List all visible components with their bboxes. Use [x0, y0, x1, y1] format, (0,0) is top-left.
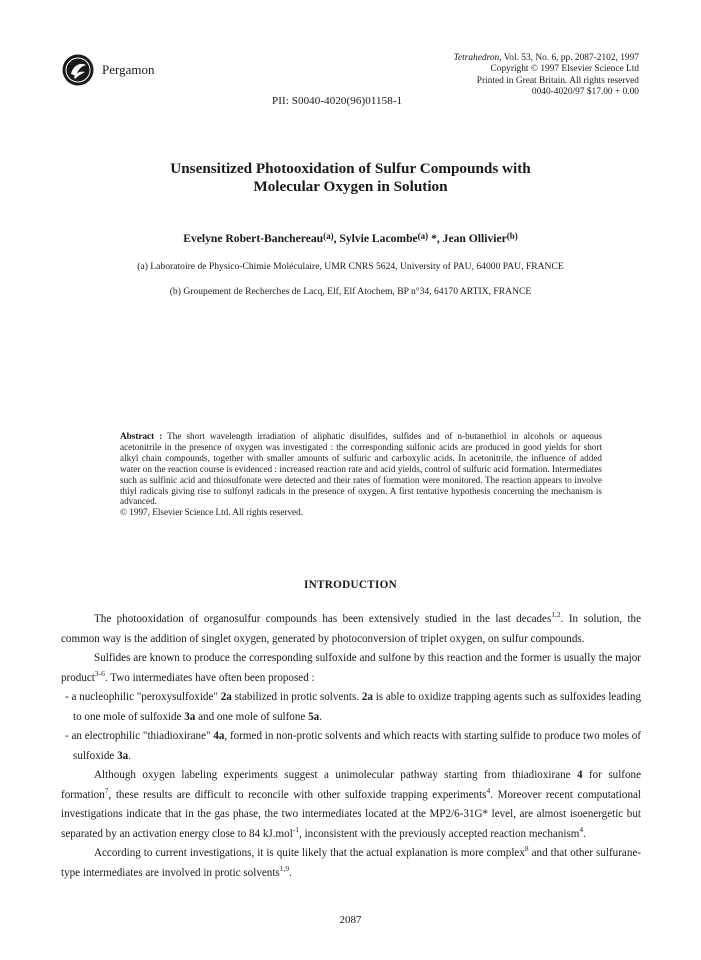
author-2-affil: (a)	[417, 231, 429, 241]
pergamon-logo	[62, 54, 94, 86]
reference-marker: 1,2	[551, 610, 561, 619]
printed-line: Printed in Great Britain. All rights reserved	[476, 75, 639, 86]
author-1: Evelyne Robert-Banchereau	[183, 232, 324, 245]
section-heading-introduction: INTRODUCTION	[303, 579, 398, 591]
reference-marker: 4	[579, 824, 584, 834]
copyright-line: Copyright © 1997 Elsevier Science Ltd	[490, 64, 639, 75]
paper-title	[0, 160, 701, 196]
intro-list-item-1: - a nucleophilic "peroxysulfoxide" 2a stabilized in protic solvents. 2a is able to oxidize trapping agents such as sulfoxides leading to one mole of sulfoxide 3a and one mole of sulfone 5a.	[65, 691, 641, 723]
abstract	[120, 431, 602, 518]
reference-marker: 3-6	[94, 668, 105, 678]
corresponding-mark: *	[428, 232, 437, 245]
publisher-name: Pergamon	[102, 62, 155, 77]
price-line: 0040-4020/97 $17.00 + 0.00	[531, 87, 639, 98]
title-line-1: Unsensitized Photooxidation of Sulfur Compounds with	[170, 160, 531, 177]
page-number: 2087	[339, 914, 362, 926]
author-list	[0, 231, 701, 245]
intro-paragraph-4: According to current investigations, it is quite likely that the actual explanation is more complex$^8$ and that other sulfurane-type intermediates are involved in protic solvents$^{1,9}$.	[61, 844, 641, 879]
unit-exponent: -1	[292, 824, 300, 834]
affiliation-b: (b) Groupement de Recherches de Lacq, Elf, Elf Atochem, BP n°34, 64170 ARTIX, FRANCE	[169, 286, 532, 297]
affiliation-a: (a) Laboratoire de Physico-Chimie Moléculaire, UMR CNRS 5624, University of PAU, 64000 PAU, FRANCE	[137, 261, 564, 272]
reference-marker: 1,9	[279, 863, 290, 873]
pii: PII: S0040-4020(96)01158-1	[272, 95, 403, 107]
author-3-affil: (b)	[506, 231, 518, 241]
author-3: , Jean Ollivier	[436, 232, 507, 245]
intro-paragraph-1: The photooxidation of organosulfur compounds has been extensively studied in the last decades$^{1,2}$. In solution, the common way is the addition of singlet oxygen, generated by photoconversion of triplet oxygen, on sulfur compounds.	[61, 610, 641, 645]
author-1-affil: (a)	[323, 231, 334, 241]
intro-list-item-2: - an electrophilic "thiadioxirane" 4a, formed in non-protic solvents and which reacts with starting sulfide to produce two moles of sulfoxide 3a.	[65, 730, 641, 762]
reference-marker: 4	[486, 785, 491, 795]
intro-paragraph-2: Sulfides are known to produce the corresponding sulfoxide and sulfone by this reaction and the former is usually the major product$^{3-6}$. Two intermediates have often been proposed :	[61, 652, 641, 684]
title-line-2: Molecular Oxygen in Solution	[253, 178, 448, 195]
intro-paragraph-3: Although oxygen labeling experiments suggest a unimolecular pathway starting from thiadioxirane 4 for sulfone formation$^7$, these results are difficult to reconcile with other sulfoxide trapping experiments$^4$. Moreover recent computational investigations indicate that in the gas phase, the two intermediates located at the MP2/6-31G* level, are almost isoenergetic but separated by an activation energy close to 84 kJ.mol$^{-1}$, inconsistent with the previously accepted reaction mechanism$^4$.	[61, 769, 641, 840]
journal-name: Tetrahedron,	[453, 53, 502, 63]
intro-body	[61, 610, 641, 883]
journal-volume: Vol. 53, No. 6, pp. 2087-2102, 1997	[501, 53, 639, 63]
abstract-text: The short wavelength irradiation of aliphatic disulfides, sulfides and of n-butanethiol in alcohols or aqueous acetonitrile in the presence of oxygen was investigated : the corresponding sulfonic acids are produced in good yields for short alkyl chain compounds, together with smaller amounts of sulfuric and carboxylic acids. In acetonitrile, the influence of added water on the reaction course is evidenced : increased reaction rate and acid yields, control of sulfuric acid formation. Intermediates such as sulfinic acid and thiosulfonate were detected and their rates of formation were monitored. The reaction appears to involve thiyl radicals giving rise to sulfonyl radicals in the presence of oxygen. A first tentative hypothesis concerning the mechanism is advanced.	[120, 431, 603, 507]
journal-info	[379, 53, 639, 99]
abstract-label: Abstract :	[120, 431, 163, 441]
reference-marker: 8	[524, 844, 529, 853]
abstract-copyright: © 1997, Elsevier Science Ltd. All rights reserved.	[120, 507, 304, 518]
author-2: , Sylvie Lacombe	[333, 232, 418, 245]
reference-marker: 7	[104, 785, 109, 795]
